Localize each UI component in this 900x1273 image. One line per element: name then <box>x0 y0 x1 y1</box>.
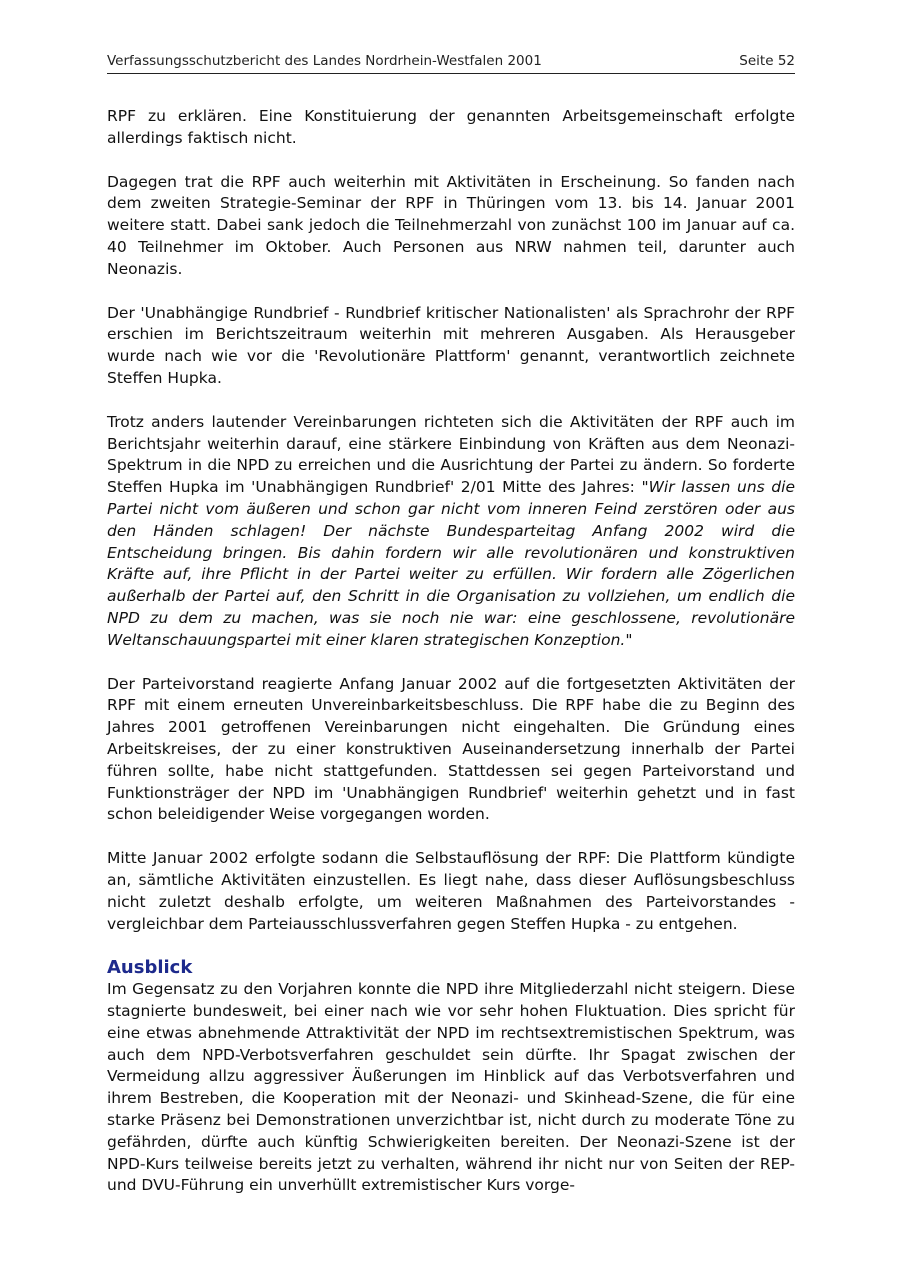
quote-text: Wir lassen uns die Partei nicht vom äußeren und schon gar nicht vom inneren Feind zerstören oder aus den Händen schlagen! Der nächste Bundesparteitag Anfang 2002 wird die Entscheidung bringen. Bis dahin fordern wir alle revolutionären und konstruktiven Kräfte auf, ihre Pflicht in der Partei weiter zu erfüllen. Wir fordern alle Zögerlichen außerhalb der Partei auf, den Schritt in die Organisation zu vollziehen, um endlich die NPD zu dem zu machen, was sie noch nie war: eine geschlossene, revolutionäre Weltanschauungspartei mit einer klaren strategischen Konzeption. <box>107 478 795 649</box>
page-header <box>107 52 795 74</box>
paragraph-4-intro: Trotz anders lautender Vereinbarungen richteten sich die Aktivitäten der RPF auch im Berichtsjahr weiterhin darauf, eine stärkere Einbindung von Kräften aus dem Neonazi-Spektrum in die NPD zu erreichen und die Ausrichtung der Partei zu ändern. So forderte Steffen Hupka im 'Unabhängigen Rundbrief' 2/01 Mitte des Jahres: " <box>107 412 795 497</box>
paragraph-4 <box>107 412 795 652</box>
page-number: Seite 52 <box>739 53 795 69</box>
document-page <box>107 52 795 1197</box>
header-title: Verfassungsschutzbericht des Landes Nordrhein-Westfalen 2001 <box>107 53 542 69</box>
paragraph-6: Mitte Januar 2002 erfolgte sodann die Selbstauflösung der RPF: Die Plattform kündigte an, sämtliche Aktivitäten einzustellen. Es liegt nahe, dass dieser Auflösungsbeschluss nicht zuletzt deshalb erfolgte, um weiteren Maßnahmen des Parteivorstandes - vergleichbar dem Parteiausschlussverfahren gegen Steffen Hupka - zu entgehen. <box>107 849 795 933</box>
page-content <box>107 106 795 1197</box>
paragraph-5: Der Parteivorstand reagierte Anfang Januar 2002 auf die fortgesetzten Aktivitäten der RPF mit einem erneuten Unvereinbarkeitsbeschluss. Die RPF habe die zu Beginn des Jahres 2001 getroffenen Vereinbarungen nicht eingehalten. Die Gründung eines Arbeitskreises, der zu einer konstruktiven Auseinandersetzung innerhalb der Partei führen sollte, habe nicht stattgefunden. Stattdessen sei gegen Parteivorstand und Funktionsträger der NPD im 'Unabhängigen Rundbrief' weiterhin gehetzt und in fast schon beleidigender Weise vorgegangen worden. <box>107 674 795 824</box>
paragraph-1: RPF zu erklären. Eine Konstituierung der genannten Arbeitsgemeinschaft erfolgte allerdings faktisch nicht. <box>107 107 795 147</box>
paragraph-2: Dagegen trat die RPF auch weiterhin mit Aktivitäten in Erscheinung. So fanden nach dem zweiten Strategie-Seminar der RPF in Thüringen vom 13. bis 14. Januar 2001 weitere statt. Dabei sank jedoch die Teilnehmerzahl von zunächst 100 im Januar auf ca. 40 Teilnehmer im Oktober. Auch Personen aus NRW nahmen teil, darunter auch Neonazis. <box>107 172 795 278</box>
section-paragraph: Im Gegensatz zu den Vorjahren konnte die NPD ihre Mitgliederzahl nicht steigern. Diese stagnierte bundesweit, bei einer nach wie vor sehr hohen Fluktuation. Dies spricht für eine etwas abnehmende Attraktivität der NPD im rechtsextremistischen Spektrum, was auch dem NPD-Verbotsverfahren geschuldet sein dürfte. Ihr Spagat zwischen der Vermeidung allzu aggressiver Äußerungen im Hinblick auf das Verbotsverfahren und ihrem Bestreben, die Kooperation mit der Neonazi- und Skinhead-Szene, die für eine starke Präsenz bei Demonstrationen unverzichtbar ist, nicht durch zu moderate Töne zu gefährden, dürfte auch künftig Schwierigkeiten bereiten. Der Neonazi-Szene ist der NPD-Kurs teilweise bereits jetzt zu verhalten, während ihr nicht nur von Seiten der REP- und DVU-Führung ein unverhüllt extremistischer Kurs vorge- <box>107 980 795 1195</box>
quote-close: " <box>625 630 633 649</box>
paragraph-3: Der 'Unabhängige Rundbrief - Rundbrief kritischer Nationalisten' als Sprachrohr der RPF erschien im Berichtszeitraum weiterhin mit mehreren Ausgaben. Als Herausgeber wurde nach wie vor die 'Revolutionäre Plattform' genannt, verantwortlich zeichnete Steffen Hupka. <box>107 303 795 387</box>
section-heading: Ausblick <box>107 957 193 979</box>
